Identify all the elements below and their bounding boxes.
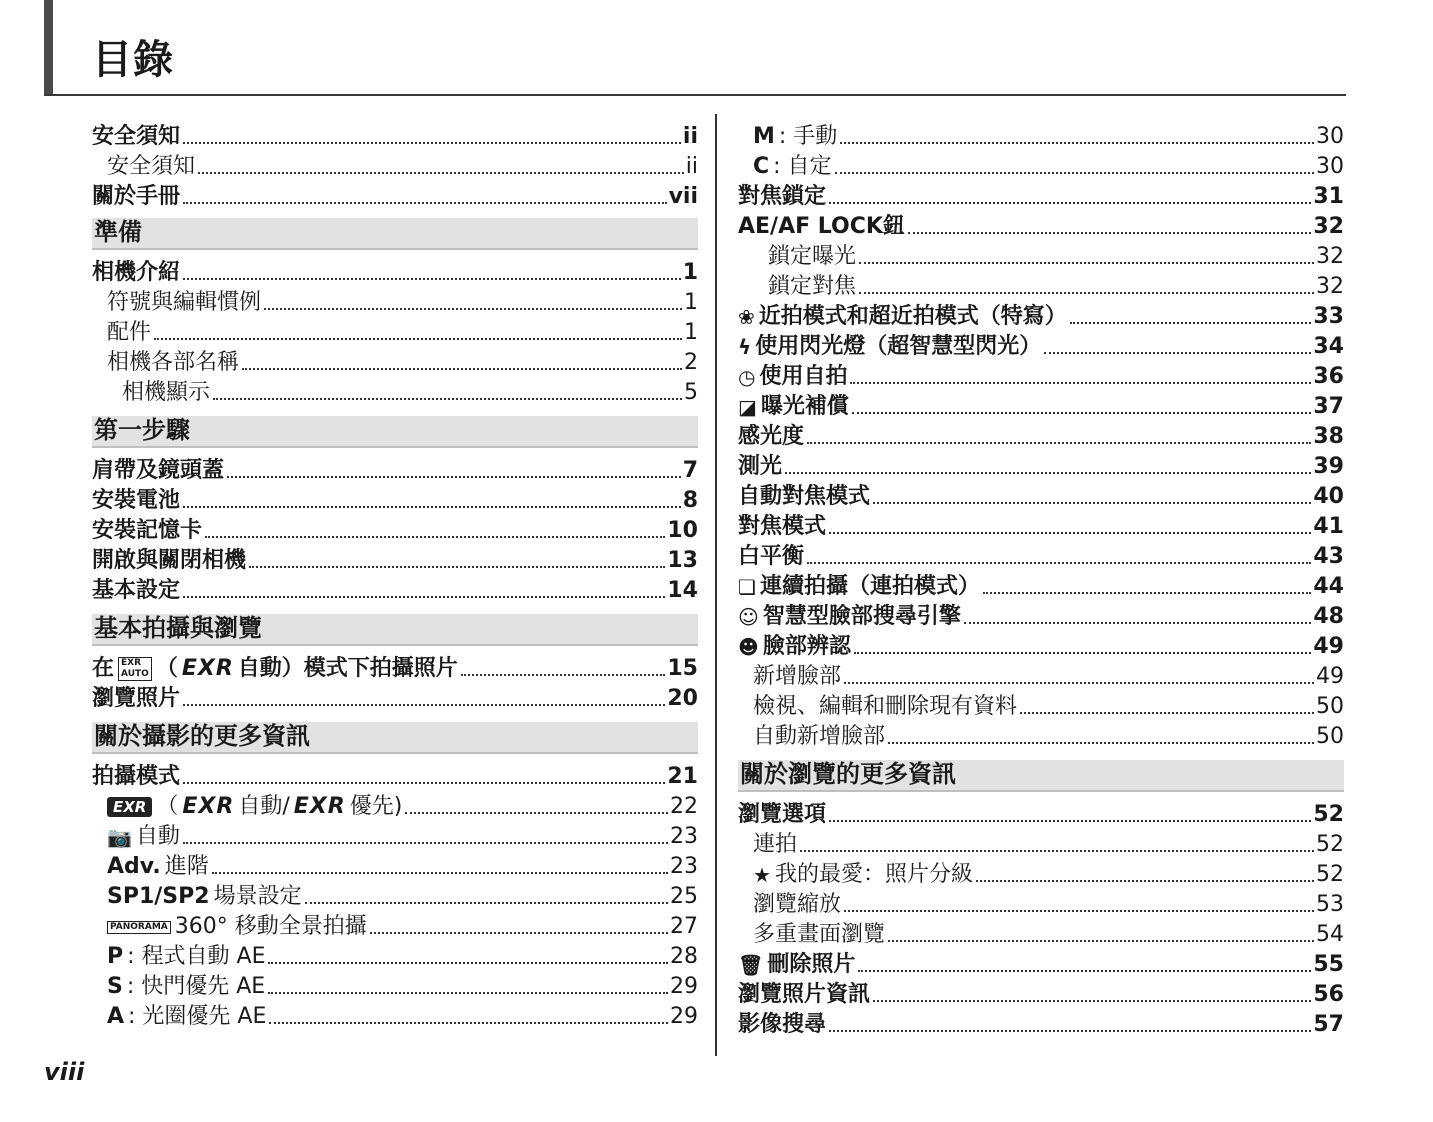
- toc-entry[interactable]: ☺ 智慧型臉部搜尋引擎 48: [738, 604, 1344, 629]
- macro-icon: ❀: [738, 305, 755, 329]
- toc-entry[interactable]: ❀ 近拍模式和超近拍模式（特寫） 33: [738, 304, 1344, 329]
- toc-entry[interactable]: 安全須知 ii: [107, 154, 698, 179]
- panorama-icon: PANORAMA: [107, 921, 171, 934]
- flash-icon: ϟ: [738, 335, 752, 359]
- page-title: 目錄: [92, 37, 174, 83]
- toc-left-column: [92, 120, 698, 1030]
- toc-entry[interactable]: P : 程式自動 AE 28: [107, 944, 698, 969]
- toc-entry[interactable]: 自動新增臉部 50: [753, 724, 1344, 749]
- section-heading: 第一步驟: [92, 416, 698, 448]
- toc-entry[interactable]: 符號與編輯慣例 1: [107, 290, 698, 315]
- toc-entry[interactable]: 瀏覽縮放 53: [753, 892, 1344, 917]
- self-timer-icon: ◷: [738, 365, 756, 389]
- toc-entry[interactable]: 相機顯示 5: [122, 380, 698, 405]
- toc-entry[interactable]: 多重畫面瀏覽 54: [753, 922, 1344, 947]
- camera-icon: 📷: [107, 825, 132, 849]
- toc-entry[interactable]: ❏ 連續拍攝（連拍模式） 44: [738, 574, 1344, 599]
- face-recognition-icon: ☻: [738, 635, 759, 659]
- toc-entry[interactable]: 瀏覽選項 52: [738, 802, 1344, 827]
- toc-entry[interactable]: A : 光圈優先 AE 29: [107, 1004, 698, 1029]
- toc-entry[interactable]: 對焦模式 41: [738, 514, 1344, 539]
- toc-entry[interactable]: ★ 我的最愛：照片分級 52: [753, 862, 1344, 887]
- exr-auto-icon: EXR AUTO: [118, 657, 152, 681]
- toc-entry[interactable]: 在 EXR AUTO （ EXR 自動）模式下拍攝照片 15: [92, 656, 698, 681]
- star-icon: ★: [753, 863, 771, 887]
- toc-entry[interactable]: ◪ 曝光補償 37: [738, 394, 1344, 419]
- toc-entry[interactable]: 相機各部名稱 2: [107, 350, 698, 375]
- exposure-compensation-icon: ◪: [738, 395, 757, 419]
- page-number: viii: [44, 1058, 85, 1086]
- toc-entry[interactable]: 鎖定對焦 32: [768, 274, 1344, 299]
- left-edge-bar: [44, 0, 53, 96]
- section-heading: 關於瀏覽的更多資訊: [738, 760, 1344, 792]
- toc-entry[interactable]: ϟ 使用閃光燈（超智慧型閃光） 34: [738, 334, 1344, 359]
- trash-icon: 🗑: [738, 953, 764, 977]
- toc-entry[interactable]: ☻ 臉部辨認 49: [738, 634, 1344, 659]
- section-heading: 基本拍攝與瀏覽: [92, 614, 698, 646]
- toc-entry[interactable]: 白平衡 43: [738, 544, 1344, 569]
- toc-entry[interactable]: AE/AF LOCK鈕 32: [738, 214, 1344, 239]
- header-rule: [44, 94, 1346, 96]
- toc-entry[interactable]: SP1/SP2 場景設定 25: [107, 884, 698, 909]
- toc-entry[interactable]: C : 自定 30: [753, 154, 1344, 179]
- toc-entry[interactable]: S : 快門優先 AE 29: [107, 974, 698, 999]
- continuous-shooting-icon: ❏: [738, 575, 756, 599]
- toc-entry[interactable]: 對焦鎖定 31: [738, 184, 1344, 209]
- toc-entry[interactable]: 自動對焦模式 40: [738, 484, 1344, 509]
- section-heading: 關於攝影的更多資訊: [92, 722, 698, 754]
- column-divider: [715, 114, 717, 1056]
- toc-entry[interactable]: 相機介紹 1: [92, 260, 698, 285]
- toc-right-column: [738, 120, 1344, 1038]
- toc-entry[interactable]: 🗑 刪除照片 55: [738, 952, 1344, 977]
- toc-entry[interactable]: 連拍 52: [753, 832, 1344, 857]
- toc-entry[interactable]: Adv. 進階 23: [107, 854, 698, 879]
- toc-entry[interactable]: 📷 自動 23: [107, 824, 698, 849]
- toc-entry[interactable]: 基本設定 14: [92, 578, 698, 603]
- toc-entry[interactable]: 肩帶及鏡頭蓋 7: [92, 458, 698, 483]
- toc-entry[interactable]: 開啟與關閉相機 13: [92, 548, 698, 573]
- toc-entry[interactable]: 測光 39: [738, 454, 1344, 479]
- toc-entry[interactable]: 瀏覽照片資訊 56: [738, 982, 1344, 1007]
- toc-entry[interactable]: 鎖定曝光 32: [768, 244, 1344, 269]
- toc-entry[interactable]: 拍攝模式 21: [92, 764, 698, 789]
- toc-entry[interactable]: 安裝記憶卡 10: [92, 518, 698, 543]
- toc-entry[interactable]: 瀏覽照片 20: [92, 686, 698, 711]
- exr-icon: EXR: [107, 797, 152, 817]
- toc-entry[interactable]: PANORAMA 360° 移動全景拍攝 27: [92, 910, 698, 940]
- toc-entry[interactable]: EXR （ EXR 自動/ EXR 優先) 22: [92, 790, 698, 820]
- toc-entry[interactable]: 影像搜尋 57: [738, 1012, 1344, 1037]
- toc-entry[interactable]: ◷ 使用自拍 36: [738, 364, 1344, 389]
- toc-entry[interactable]: 感光度 38: [738, 424, 1344, 449]
- toc-entry[interactable]: 安裝電池 8: [92, 488, 698, 513]
- toc-entry[interactable]: 配件 1: [107, 320, 698, 345]
- toc-entry[interactable]: 檢視、編輯和刪除現有資料 50: [753, 694, 1344, 719]
- toc-entry[interactable]: 新增臉部 49: [753, 664, 1344, 689]
- toc-entry[interactable]: 關於手冊 vii: [92, 184, 698, 209]
- section-heading: 準備: [92, 218, 698, 250]
- face-detection-icon: ☺: [738, 605, 759, 629]
- toc-entry[interactable]: M : 手動 30: [753, 124, 1344, 149]
- toc-entry[interactable]: 安全須知 ii: [92, 124, 698, 149]
